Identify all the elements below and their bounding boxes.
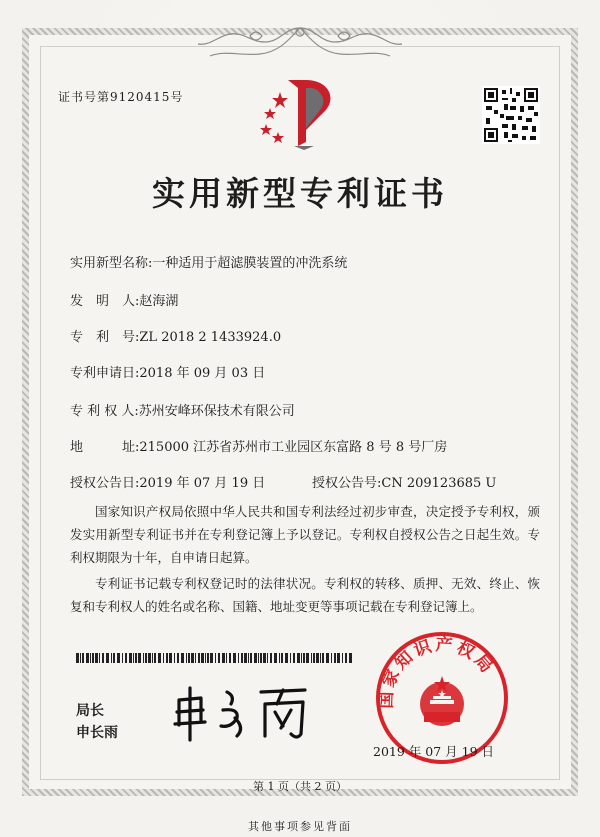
field-patentee xyxy=(70,400,295,419)
field-value: 一种适用于超滤膜装置的冲洗系统 xyxy=(152,256,348,271)
body-paragraph-legal: 专利证书记载专利权登记时的法律状况。专利权的转移、质押、无效、终止、恢复和专利权人的姓名或名称、国籍、地址变更等事项记载在专利登记簿上。 xyxy=(70,576,540,614)
field-label: 授权公告日: xyxy=(70,476,140,491)
field-value: 赵海湖 xyxy=(139,294,179,309)
field-address xyxy=(70,436,447,455)
field-grant-date xyxy=(70,472,265,491)
field-label: 发 明 人: xyxy=(70,294,140,309)
barcode-icon xyxy=(76,653,356,663)
field-value: CN 209123685 U xyxy=(381,476,497,491)
footer-note: 其他事项参见背面 xyxy=(248,820,352,833)
field-label: 实用新型名称: xyxy=(70,256,153,271)
field-announcement-number xyxy=(312,472,496,491)
field-value: 215000 江苏省苏州市工业园区东富路 8 号 8 号厂房 xyxy=(139,440,448,455)
svg-text:国家知识产权局: 国家知识产权局 xyxy=(376,634,499,709)
field-label: 专利申请日: xyxy=(70,366,140,381)
body-paragraph-grant: 国家知识产权局依照中华人民共和国专利法经过初步审查，决定授予专利权，颁发实用新型专利证书并在专利登记簿上予以登记。专利权自授权公告之日起生效。专利权期限为十年，自申请日起算。 xyxy=(70,504,540,565)
field-label: 地 址: xyxy=(70,440,140,455)
director-name: 申长雨 xyxy=(76,725,118,741)
field-value: 2019 年 07 月 19 日 xyxy=(139,476,266,491)
page-title: 实用新型专利证书 xyxy=(152,174,448,213)
field-value: 2018 年 09 月 03 日 xyxy=(139,366,266,381)
certificate-number: 证书号第9120415号 xyxy=(58,90,184,104)
field-label: 专 利 权 人: xyxy=(70,404,139,419)
cnipa-logo-icon xyxy=(258,70,354,150)
field-label: 授权公告号: xyxy=(312,476,382,491)
field-patent-number xyxy=(70,326,281,345)
field-label: 专 利 号: xyxy=(70,330,140,345)
field-inventor xyxy=(70,290,178,309)
field-value: ZL 2018 2 1433924.0 xyxy=(139,330,282,345)
field-value: 苏州安峰环保技术有限公司 xyxy=(138,404,295,419)
qr-code-icon xyxy=(482,86,540,144)
seal-date: 2019 年 07 月 19 日 xyxy=(373,744,494,759)
signature-image xyxy=(165,670,315,745)
field-utility-model-name xyxy=(70,252,347,271)
page-number: 第 1 页（共 2 页） xyxy=(253,780,347,793)
ornament-icon xyxy=(190,22,410,62)
director-title: 局长 xyxy=(76,703,104,719)
field-filing-date xyxy=(70,362,265,381)
